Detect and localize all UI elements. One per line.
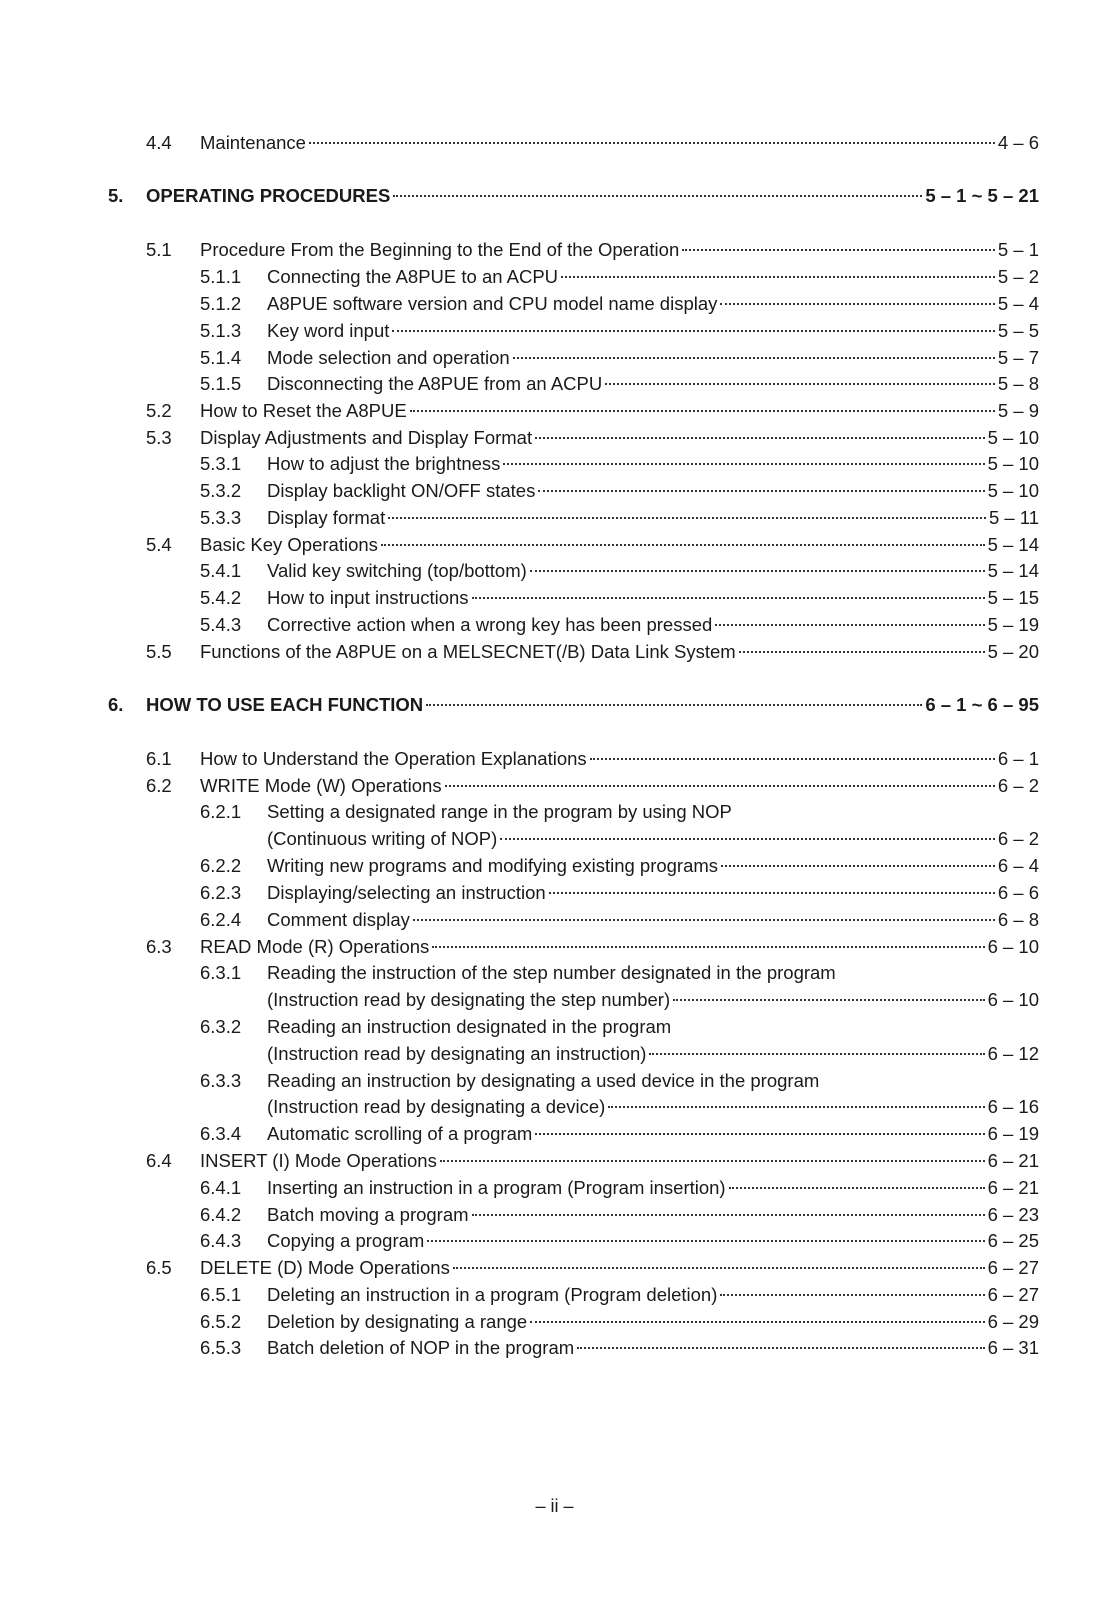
toc-entry bbox=[0, 1283, 1109, 1307]
dot-leader bbox=[561, 276, 995, 278]
toc-entry-page: 6 – 27 bbox=[987, 1284, 1039, 1305]
toc-entry-number: 6.3.3 bbox=[200, 1070, 242, 1091]
toc-entry-page: 5 – 10 bbox=[987, 480, 1039, 501]
toc-entry-page: 6 – 6 bbox=[997, 882, 1039, 903]
toc-entry-page: 5 – 14 bbox=[987, 534, 1039, 555]
toc-entry bbox=[0, 774, 1109, 798]
toc-entry-number: 6.5.3 bbox=[200, 1337, 242, 1358]
toc-entry-page: 6 – 19 bbox=[987, 1123, 1039, 1144]
toc-entry-continuation bbox=[0, 1042, 1109, 1066]
toc-entry-number: 6.2.1 bbox=[200, 801, 242, 822]
toc-entry-title: Setting a designated range in the program by using NOP bbox=[267, 801, 732, 822]
toc-entry-number: 5.1.3 bbox=[200, 320, 242, 341]
toc-entry-title: Display format bbox=[267, 507, 386, 528]
toc-entry-page: 5 – 5 bbox=[997, 320, 1039, 341]
toc-entry-page: 6 – 23 bbox=[987, 1204, 1039, 1225]
toc-entry bbox=[0, 747, 1109, 771]
toc-entry-page: 5 – 8 bbox=[997, 373, 1039, 394]
dot-leader bbox=[432, 946, 984, 948]
toc-entry-page: 6 – 4 bbox=[997, 855, 1039, 876]
toc-entry bbox=[0, 854, 1109, 878]
toc-entry-number: 6.5.2 bbox=[200, 1311, 242, 1332]
toc-entry-number: 5.4 bbox=[146, 534, 172, 555]
dot-leader bbox=[649, 1053, 984, 1055]
toc-entry-title: Procedure From the Beginning to the End of the Operation bbox=[200, 239, 680, 260]
dot-leader bbox=[503, 463, 984, 465]
toc-entry bbox=[0, 908, 1109, 932]
toc-entry-page: 6 – 27 bbox=[987, 1257, 1039, 1278]
dot-leader bbox=[453, 1267, 985, 1269]
toc-entry-number: 5.1.1 bbox=[200, 266, 242, 287]
dot-leader bbox=[413, 919, 995, 921]
toc-entry bbox=[0, 586, 1109, 610]
toc-entry-page: 5 – 20 bbox=[987, 641, 1039, 662]
toc-entry-page: 5 – 9 bbox=[997, 400, 1039, 421]
toc-entry-title: Connecting the A8PUE to an ACPU bbox=[267, 266, 559, 287]
toc-entry-title-continued: (Instruction read by designating the step number) bbox=[267, 989, 671, 1010]
toc-entry-title: Writing new programs and modifying existing programs bbox=[267, 855, 719, 876]
dot-leader bbox=[392, 330, 994, 332]
toc-entry bbox=[0, 1069, 1109, 1093]
toc-entry-title: Valid key switching (top/bottom) bbox=[267, 560, 527, 581]
dot-leader bbox=[721, 865, 995, 867]
toc-entry-page: 6 – 10 bbox=[987, 936, 1039, 957]
toc-entry bbox=[0, 265, 1109, 289]
toc-entry-number: 5.4.3 bbox=[200, 614, 242, 635]
toc-entry-number: 6.4 bbox=[146, 1150, 172, 1171]
dot-leader bbox=[535, 437, 984, 439]
toc-entry-page: 5 – 2 bbox=[997, 266, 1039, 287]
toc-entry-number: 6.5.1 bbox=[200, 1284, 242, 1305]
toc-entry-page: 5 – 7 bbox=[997, 347, 1039, 368]
dot-leader bbox=[549, 892, 995, 894]
toc-entry-title: Deletion by designating a range bbox=[267, 1311, 528, 1332]
toc-entry bbox=[0, 1203, 1109, 1227]
toc-entry-number: 6.2.4 bbox=[200, 909, 242, 930]
dot-leader bbox=[715, 624, 984, 626]
toc-entry bbox=[0, 426, 1109, 450]
toc-entry-title: Reading the instruction of the step number designated in the program bbox=[267, 962, 836, 983]
dot-leader bbox=[535, 1133, 984, 1135]
dot-leader bbox=[530, 570, 985, 572]
toc-entry-title: Reading an instruction by designating a used device in the program bbox=[267, 1070, 820, 1091]
toc-entry-title-continued: (Instruction read by designating a device) bbox=[267, 1096, 606, 1117]
toc-entry bbox=[0, 961, 1109, 985]
toc-entry-page: 5 – 15 bbox=[987, 587, 1039, 608]
toc-entry bbox=[0, 1256, 1109, 1280]
toc-entry-number: 5.1.4 bbox=[200, 347, 242, 368]
toc-entry-number: 6.3.2 bbox=[200, 1016, 242, 1037]
toc-entry bbox=[0, 1122, 1109, 1146]
toc-entry-continuation bbox=[0, 1095, 1109, 1119]
toc-entry-title: A8PUE software version and CPU model name display bbox=[267, 293, 718, 314]
toc-entry-page: 6 – 12 bbox=[987, 1043, 1039, 1064]
toc-entry-page: 6 – 2 bbox=[997, 775, 1039, 796]
toc-entry-page: 5 – 10 bbox=[987, 453, 1039, 474]
toc-entry-title: INSERT (I) Mode Operations bbox=[200, 1150, 437, 1171]
toc-entry-title-continued: (Continuous writing of NOP) bbox=[267, 828, 498, 849]
toc-entry bbox=[0, 1015, 1109, 1039]
toc-entry bbox=[0, 346, 1109, 370]
dot-leader bbox=[388, 517, 986, 519]
dot-leader bbox=[472, 1214, 985, 1216]
dot-leader bbox=[538, 490, 984, 492]
toc-entry-title: WRITE Mode (W) Operations bbox=[200, 775, 442, 796]
toc-entry-title: Comment display bbox=[267, 909, 410, 930]
dot-leader bbox=[673, 999, 984, 1001]
dot-leader bbox=[309, 142, 995, 144]
chapter-title: HOW TO USE EACH FUNCTION bbox=[146, 694, 424, 715]
dot-leader bbox=[720, 303, 994, 305]
toc-entry-page: 6 – 16 bbox=[987, 1096, 1039, 1117]
dot-leader bbox=[427, 1240, 984, 1242]
toc-entry-number: 6.5 bbox=[146, 1257, 172, 1278]
toc-entry-title: Display backlight ON/OFF states bbox=[267, 480, 536, 501]
dot-leader bbox=[530, 1321, 984, 1323]
toc-entry-number: 5.3.2 bbox=[200, 480, 242, 501]
dot-leader bbox=[393, 195, 922, 197]
toc-entry-title: Mode selection and operation bbox=[267, 347, 510, 368]
toc-entry-page: 6 – 8 bbox=[997, 909, 1039, 930]
toc-entry bbox=[0, 559, 1109, 583]
toc-entry-number: 6.4.3 bbox=[200, 1230, 242, 1251]
toc-entry-title: Basic Key Operations bbox=[200, 534, 378, 555]
dot-leader bbox=[590, 758, 995, 760]
toc-entry-title: Key word input bbox=[267, 320, 390, 341]
toc-entry bbox=[0, 319, 1109, 343]
toc-entry-number: 6.2 bbox=[146, 775, 172, 796]
toc-entry-number: 5.1.2 bbox=[200, 293, 242, 314]
toc-entry-title: Copying a program bbox=[267, 1230, 425, 1251]
toc-entry-page: 6 – 10 bbox=[987, 989, 1039, 1010]
toc-entry-title: Automatic scrolling of a program bbox=[267, 1123, 533, 1144]
toc-entry-number: 6.4.1 bbox=[200, 1177, 242, 1198]
dot-leader bbox=[426, 704, 922, 706]
toc-entry-title: How to adjust the brightness bbox=[267, 453, 501, 474]
chapter-title: OPERATING PROCEDURES bbox=[146, 185, 391, 206]
toc-entry bbox=[0, 452, 1109, 476]
toc-entry-number: 5.1.5 bbox=[200, 373, 242, 394]
toc-chapter-heading bbox=[0, 184, 1109, 208]
toc-entry-number: 5.4.2 bbox=[200, 587, 242, 608]
page-number-footer: – ii – bbox=[535, 1496, 574, 1516]
dot-leader bbox=[682, 249, 995, 251]
toc-entry bbox=[0, 399, 1109, 423]
toc-entry-title: Maintenance bbox=[200, 132, 306, 153]
toc-entry-page: 6 – 31 bbox=[987, 1337, 1039, 1358]
toc-entry bbox=[0, 533, 1109, 557]
toc-entry bbox=[0, 1310, 1109, 1334]
toc-entry bbox=[0, 1229, 1109, 1253]
toc-entry bbox=[0, 640, 1109, 664]
toc-entry-title: Batch moving a program bbox=[267, 1204, 469, 1225]
chapter-number: 6. bbox=[108, 694, 124, 715]
toc-entry bbox=[0, 238, 1109, 262]
toc-entry-page: 6 – 21 bbox=[987, 1177, 1039, 1198]
toc-entry-number: 5.1 bbox=[146, 239, 172, 260]
dot-leader bbox=[513, 357, 995, 359]
toc-entry-page: 5 – 14 bbox=[987, 560, 1039, 581]
toc-entry-number: 5.4.1 bbox=[200, 560, 242, 581]
toc-entry-number: 5.3.1 bbox=[200, 453, 242, 474]
toc-entry bbox=[0, 935, 1109, 959]
toc-entry-page: 6 – 25 bbox=[987, 1230, 1039, 1251]
dot-leader bbox=[605, 383, 995, 385]
toc-entry-title: Batch deletion of NOP in the program bbox=[267, 1337, 575, 1358]
toc-entry bbox=[0, 613, 1109, 637]
chapter-page-range: 6 – 1 ~ 6 – 95 bbox=[925, 694, 1039, 715]
toc-entry-page: 6 – 21 bbox=[987, 1150, 1039, 1171]
toc-entry bbox=[0, 1176, 1109, 1200]
toc-entry-title: Functions of the A8PUE on a MELSECNET(/B) Data Link System bbox=[200, 641, 736, 662]
toc-entry-title-continued: (Instruction read by designating an instruction) bbox=[267, 1043, 647, 1064]
toc-entry-number: 4.4 bbox=[146, 132, 172, 153]
toc-entry-number: 6.2.3 bbox=[200, 882, 242, 903]
toc-entry-title: Deleting an instruction in a program (Program deletion) bbox=[267, 1284, 718, 1305]
toc-entry-title: Displaying/selecting an instruction bbox=[267, 882, 546, 903]
toc-entry-page: 5 – 4 bbox=[997, 293, 1039, 314]
dot-leader bbox=[410, 410, 995, 412]
dot-leader bbox=[577, 1347, 984, 1349]
toc-entry-title: Reading an instruction designated in the program bbox=[267, 1016, 672, 1037]
toc-entry-number: 6.2.2 bbox=[200, 855, 242, 876]
toc-entry-page: 5 – 10 bbox=[987, 427, 1039, 448]
toc-entry bbox=[0, 800, 1109, 824]
toc-entry-number: 5.3.3 bbox=[200, 507, 242, 528]
toc-entry-number: 5.5 bbox=[146, 641, 172, 662]
chapter-number: 5. bbox=[108, 185, 124, 206]
dot-leader bbox=[445, 785, 995, 787]
toc-entry-continuation bbox=[0, 827, 1109, 851]
toc-entry-title: Disconnecting the A8PUE from an ACPU bbox=[267, 373, 603, 394]
dot-leader bbox=[440, 1160, 985, 1162]
toc-entry-number: 6.1 bbox=[146, 748, 172, 769]
toc-entry-title: DELETE (D) Mode Operations bbox=[200, 1257, 450, 1278]
toc-entry-title: READ Mode (R) Operations bbox=[200, 936, 430, 957]
toc-entry-page: 5 – 11 bbox=[988, 507, 1039, 528]
toc-entry-number: 6.3 bbox=[146, 936, 172, 957]
toc-entry-number: 5.3 bbox=[146, 427, 172, 448]
toc-entry-title: Display Adjustments and Display Format bbox=[200, 427, 533, 448]
toc-entry bbox=[0, 1336, 1109, 1360]
toc-chapter-heading bbox=[0, 693, 1109, 717]
toc-entry bbox=[0, 479, 1109, 503]
toc-entry bbox=[0, 506, 1109, 530]
toc-entry bbox=[0, 881, 1109, 905]
dot-leader bbox=[608, 1106, 984, 1108]
toc-entry-title: How to input instructions bbox=[267, 587, 469, 608]
toc-entry bbox=[0, 1149, 1109, 1173]
dot-leader bbox=[739, 651, 985, 653]
toc-entry bbox=[0, 372, 1109, 396]
toc-entry-number: 6.4.2 bbox=[200, 1204, 242, 1225]
dot-leader bbox=[729, 1187, 985, 1189]
toc-entry-page: 5 – 19 bbox=[987, 614, 1039, 635]
toc-entry-continuation bbox=[0, 988, 1109, 1012]
dot-leader bbox=[472, 597, 985, 599]
toc-entry-page: 6 – 2 bbox=[997, 828, 1039, 849]
chapter-page-range: 5 – 1 ~ 5 – 21 bbox=[925, 185, 1039, 206]
toc-entry bbox=[0, 131, 1109, 155]
toc-entry-title: How to Understand the Operation Explanations bbox=[200, 748, 587, 769]
toc-entry-page: 4 – 6 bbox=[997, 132, 1039, 153]
toc-entry-title: Corrective action when a wrong key has been pressed bbox=[267, 614, 713, 635]
toc-entry-page: 6 – 29 bbox=[987, 1311, 1039, 1332]
toc-entry-page: 5 – 1 bbox=[997, 239, 1039, 260]
dot-leader bbox=[500, 838, 995, 840]
dot-leader bbox=[720, 1294, 984, 1296]
toc-entry-number: 6.3.4 bbox=[200, 1123, 242, 1144]
toc-entry-number: 6.3.1 bbox=[200, 962, 242, 983]
dot-leader bbox=[381, 544, 985, 546]
toc-entry-title: How to Reset the A8PUE bbox=[200, 400, 407, 421]
toc-entry bbox=[0, 292, 1109, 316]
toc-entry-number: 5.2 bbox=[146, 400, 172, 421]
toc-entry-page: 6 – 1 bbox=[997, 748, 1039, 769]
toc-entry-title: Inserting an instruction in a program (Program insertion) bbox=[267, 1177, 726, 1198]
